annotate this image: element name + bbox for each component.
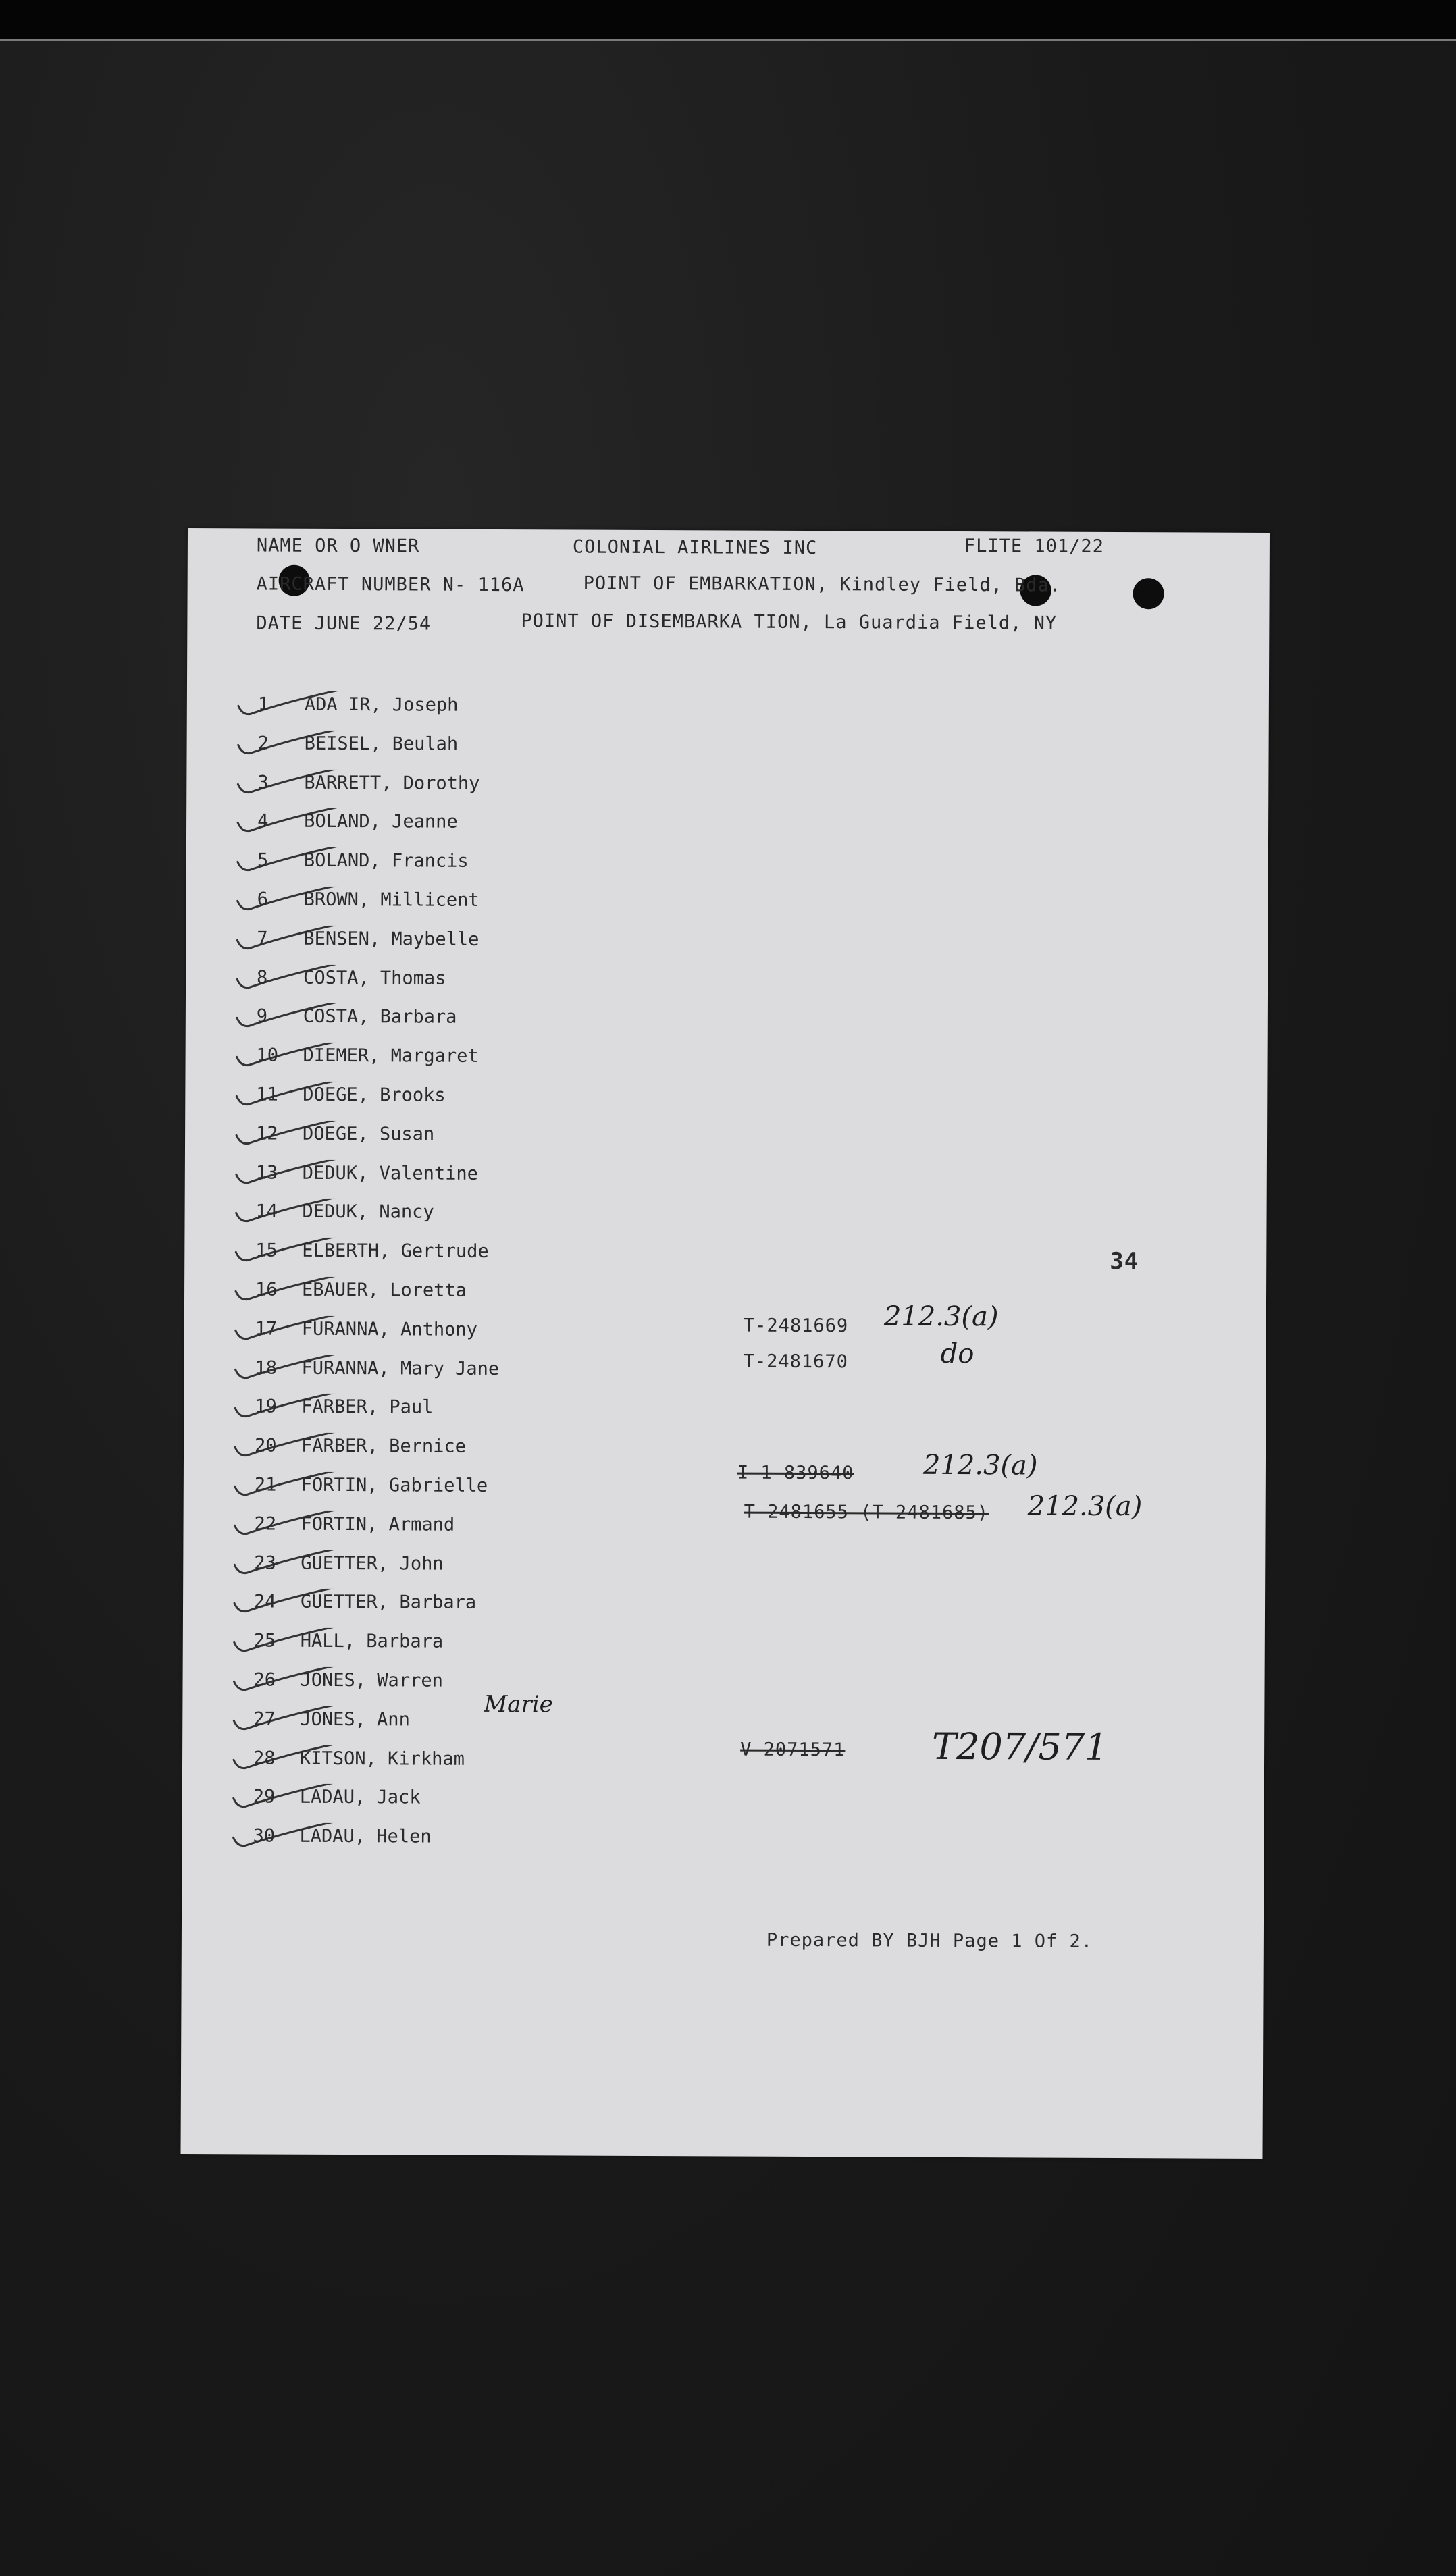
- embarkation-point: POINT OF EMBARKATION, Kindley Field, Bda.: [583, 573, 1062, 596]
- passenger-number: 11: [256, 1084, 278, 1105]
- passenger-row: [184, 1318, 792, 1355]
- passenger-row: [183, 1552, 791, 1589]
- struck-ticket-28: V-2071571: [740, 1739, 846, 1761]
- passenger-number: 18: [255, 1357, 278, 1379]
- passenger-row: [184, 1435, 791, 1471]
- passenger-row: [183, 1630, 791, 1666]
- passenger-row: [186, 889, 794, 925]
- passenger-row: [183, 1513, 791, 1550]
- passenger-number: 22: [254, 1513, 277, 1535]
- passenger-name: ADA IR, Joseph: [304, 693, 459, 716]
- manifest-page: [180, 528, 1269, 2159]
- handwritten-note-22: 212.3(a): [1027, 1490, 1143, 1523]
- passenger-name: HALL, Barbara: [300, 1630, 444, 1652]
- passenger-number: 12: [256, 1123, 278, 1145]
- passenger-number: 24: [253, 1591, 276, 1612]
- passenger-number: 5: [257, 849, 269, 871]
- prepared-by-footer: Prepared BY BJH Page 1 Of 2.: [766, 1929, 1093, 1952]
- passenger-name: JONES, Ann: [300, 1708, 410, 1731]
- handwritten-ticket-28: T207/571: [932, 1725, 1108, 1768]
- passenger-name: EBAUER, Loretta: [302, 1279, 467, 1301]
- passenger-row: [184, 1474, 791, 1510]
- passenger-name: LADAU, Jack: [299, 1786, 421, 1808]
- passenger-number: 13: [255, 1162, 278, 1184]
- passenger-name: BROWN, Millicent: [303, 889, 479, 911]
- ticket-number-18: T-2481670: [743, 1350, 849, 1373]
- passenger-name: BEISEL, Beulah: [304, 733, 459, 755]
- passenger-row: [184, 1357, 791, 1394]
- passenger-row: [186, 772, 794, 808]
- passenger-number: 9: [256, 1005, 268, 1027]
- passenger-name: JONES, Warren: [300, 1669, 443, 1691]
- passenger-name: ELBERTH, Gertrude: [302, 1240, 489, 1262]
- disembarkation-point: POINT OF DISEMBARKA TION, La Guardia Field, NY: [521, 610, 1058, 634]
- passenger-number: 29: [253, 1786, 276, 1808]
- passenger-row: [182, 1825, 789, 1862]
- passenger-number: 15: [255, 1240, 278, 1261]
- passenger-number: 1: [257, 693, 269, 715]
- passenger-number: 26: [253, 1669, 276, 1691]
- passenger-name: FURANNA, Anthony: [301, 1318, 477, 1340]
- passenger-name: COSTA, Thomas: [303, 967, 446, 989]
- passenger-row: [183, 1591, 791, 1627]
- passenger-row: [185, 1084, 793, 1120]
- passenger-row: [184, 1240, 792, 1276]
- scanner-top-band: [0, 0, 1456, 41]
- passenger-number: 21: [254, 1474, 277, 1496]
- passenger-row: [182, 1747, 790, 1784]
- passenger-row: [186, 810, 794, 847]
- passenger-number: 14: [255, 1201, 278, 1222]
- passenger-row: [187, 693, 795, 730]
- passenger-number: 4: [257, 810, 269, 832]
- passenger-number: 25: [253, 1630, 276, 1652]
- passenger-name: BENSEN, Maybelle: [303, 928, 479, 950]
- passenger-number: 27: [253, 1708, 276, 1730]
- handwritten-note-21: 212.3(a): [922, 1449, 1038, 1481]
- passenger-name: DOEGE, Brooks: [303, 1084, 446, 1106]
- passenger-number: 30: [253, 1825, 276, 1847]
- passenger-row: [185, 1045, 793, 1081]
- ticket-number-17: T-2481669: [743, 1315, 849, 1337]
- struck-ticket-21: I-1-839640: [737, 1462, 854, 1484]
- flight-number: FLITE 101/22: [964, 535, 1105, 557]
- airline-name: COLONIAL AIRLINES INC: [572, 536, 818, 559]
- passenger-name: FORTIN, Gabrielle: [301, 1474, 488, 1496]
- passenger-name: DOEGE, Susan: [303, 1123, 435, 1145]
- handwritten-note-17: 212.3(a): [883, 1300, 999, 1333]
- passenger-row: [186, 967, 794, 1003]
- passenger-number: 16: [255, 1279, 278, 1300]
- passenger-name: FORTIN, Armand: [301, 1513, 455, 1535]
- struck-ticket-22: T-2481655 (T-2481685): [744, 1501, 989, 1524]
- passenger-name: DEDUK, Nancy: [302, 1201, 434, 1223]
- passenger-number: 17: [255, 1318, 278, 1340]
- passenger-name: BOLAND, Francis: [303, 849, 469, 872]
- flight-date: DATE JUNE 22/54: [256, 612, 432, 635]
- passenger-name: DIEMER, Margaret: [303, 1045, 479, 1067]
- passenger-number: 23: [254, 1552, 276, 1574]
- punch-hole-right: [1133, 578, 1164, 609]
- handwritten-ditto-18: do: [940, 1338, 974, 1370]
- passenger-row: [184, 1396, 791, 1432]
- passenger-number: 7: [257, 928, 268, 949]
- passenger-row: [186, 733, 794, 769]
- passenger-name: GUETTER, Barbara: [300, 1591, 477, 1613]
- passenger-number: 20: [255, 1435, 277, 1456]
- passenger-number: 10: [256, 1045, 279, 1066]
- passenger-row: [184, 1201, 792, 1237]
- passenger-name: DEDUK, Valentine: [302, 1162, 478, 1184]
- passenger-number: 2: [257, 733, 269, 754]
- passenger-name: BARRETT, Dorothy: [304, 772, 480, 794]
- passenger-row: [185, 1123, 793, 1159]
- passenger-name: FARBER, Bernice: [301, 1435, 466, 1457]
- passenger-name: FARBER, Paul: [301, 1396, 434, 1418]
- passenger-row: [186, 928, 794, 964]
- passenger-name: GUETTER, John: [301, 1552, 444, 1575]
- page-number: 34: [1110, 1247, 1139, 1276]
- owner-label: NAME OR O WNER: [256, 535, 420, 557]
- passenger-name: FURANNA, Mary Jane: [301, 1357, 500, 1380]
- passenger-name: BOLAND, Jeanne: [304, 810, 458, 833]
- passenger-row: [185, 1162, 793, 1199]
- passenger-name: LADAU, Helen: [299, 1825, 432, 1847]
- passenger-number: 28: [253, 1747, 276, 1769]
- passenger-number: 19: [255, 1396, 277, 1417]
- passenger-row: [182, 1786, 790, 1822]
- passenger-row: [186, 1005, 794, 1042]
- passenger-row: [184, 1279, 792, 1315]
- passenger-name: KITSON, Kirkham: [299, 1747, 465, 1770]
- passenger-number: 6: [257, 889, 268, 910]
- passenger-row: [186, 849, 794, 886]
- scanner-top-rule: [0, 39, 1456, 41]
- passenger-name: COSTA, Barbara: [303, 1005, 457, 1028]
- passenger-number: 8: [257, 967, 268, 989]
- handwritten-name-27: Marie: [484, 1690, 553, 1718]
- aircraft-number: AIRCRAFT NUMBER N- 116A: [256, 573, 525, 596]
- passenger-number: 3: [257, 772, 269, 793]
